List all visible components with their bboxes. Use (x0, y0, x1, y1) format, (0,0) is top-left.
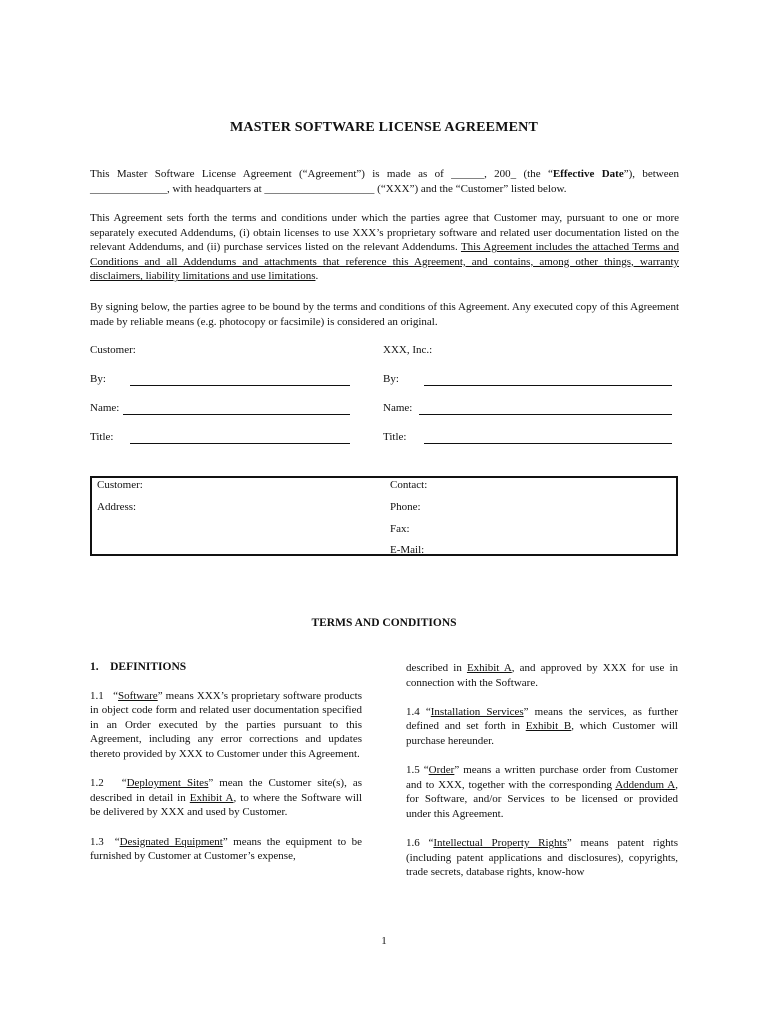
signing-paragraph: By signing below, the parties agree to be bound by the terms and conditions of this Agreement. Any executed copy of this Agreement made by reliable means (e.g. photocopy or facsimile) is considered an original. (90, 301, 679, 328)
xxx-name-line[interactable] (419, 414, 672, 415)
page-number: 1 (381, 935, 387, 947)
intro-paragraph: This Master Software License Agreement (“Agreement”) is made as of ______, 200_ (the “Effective Date”), between ______________, with headquarters at ____________________ (“XXX”) and the “Customer” listed below. (90, 168, 679, 195)
definition-1-4: 1.4 “Installation Services” means the services, as further defined and set forth in Exhibit B, which Customer will purchase hereunder. (406, 705, 678, 747)
definition-1-3: 1.3 “Designated Equipment” means the equipment to be furnished by Customer at Customer’s expense, (90, 835, 362, 863)
box-email-label: E-Mail: (390, 544, 425, 556)
customer-title-line[interactable] (130, 443, 350, 444)
xxx-party-label: XXX, Inc.: (383, 344, 433, 356)
definition-1-6: 1.6 “Intellectual Property Rights” means patent rights (including patent applications and disclosures), copyrights, trade secrets, database rights, know-how (406, 837, 678, 879)
box-fax-label: Fax: (390, 523, 410, 535)
scope-paragraph: This Agreement sets forth the terms and conditions under which the parties agree that Customer may, pursuant to one or more separately executed Addendums, (i) obtain licenses to use XXX’s proprietary software and related user documentation listed on the relevant Addendums, and (ii) purchase services listed on the relevant Addendums. This Agreement includes the attached Terms and Conditions and all Addendums and attachments that reference this Agreement, and contains, among other things, warranty disclaimers, liability limitations and use limitations. (90, 212, 679, 283)
customer-by-line[interactable] (130, 385, 350, 386)
customer-name-line[interactable] (123, 414, 350, 415)
left-column (90, 660, 362, 878)
box-contact-label: Contact: (390, 479, 428, 491)
definition-1-3-continued: described in Exhibit A, and approved by XXX for use in connection with the Software. (406, 662, 679, 689)
customer-party-label: Customer: (90, 344, 136, 356)
xxx-title-line[interactable] (424, 443, 672, 444)
customer-title-label: Title: (90, 431, 114, 443)
definitions-heading: 1. DEFINITIONS (90, 661, 187, 673)
customer-by-label: By: (90, 373, 106, 385)
customer-name-label: Name: (90, 402, 120, 414)
document-title: MASTER SOFTWARE LICENSE AGREEMENT (229, 120, 539, 135)
definition-1-1: 1.1 “Software” means XXX’s proprietary software products in object code form and related user documentation specified in an Order executed by the parties pursuant to this Agreement, including any error corrections and updates thereto provided by XXX to Customer under this Agreement. (90, 689, 362, 760)
box-phone-label: Phone: (390, 501, 421, 513)
xxx-title-label: Title: (383, 431, 407, 443)
xxx-by-line[interactable] (424, 385, 672, 386)
right-column (406, 661, 678, 895)
box-address-label: Address: (97, 501, 137, 513)
definition-1-5: 1.5 “Order” means a written purchase order from Customer and to XXX, together with the corresponding Addendum A, for Software, and/or Services to be licensed or provided under this Agreement. (406, 764, 679, 820)
terms-heading: TERMS AND CONDITIONS (311, 617, 457, 629)
box-customer-label: Customer: (97, 479, 143, 491)
xxx-by-label: By: (383, 373, 399, 385)
definition-1-2: 1.2 “Deployment Sites” mean the Customer site(s), as described in detail in Exhibit A, to where the Software will be delivered by XXX and used by Customer. (90, 777, 362, 819)
xxx-name-label: Name: (383, 402, 413, 414)
customer-info-box (90, 476, 678, 556)
